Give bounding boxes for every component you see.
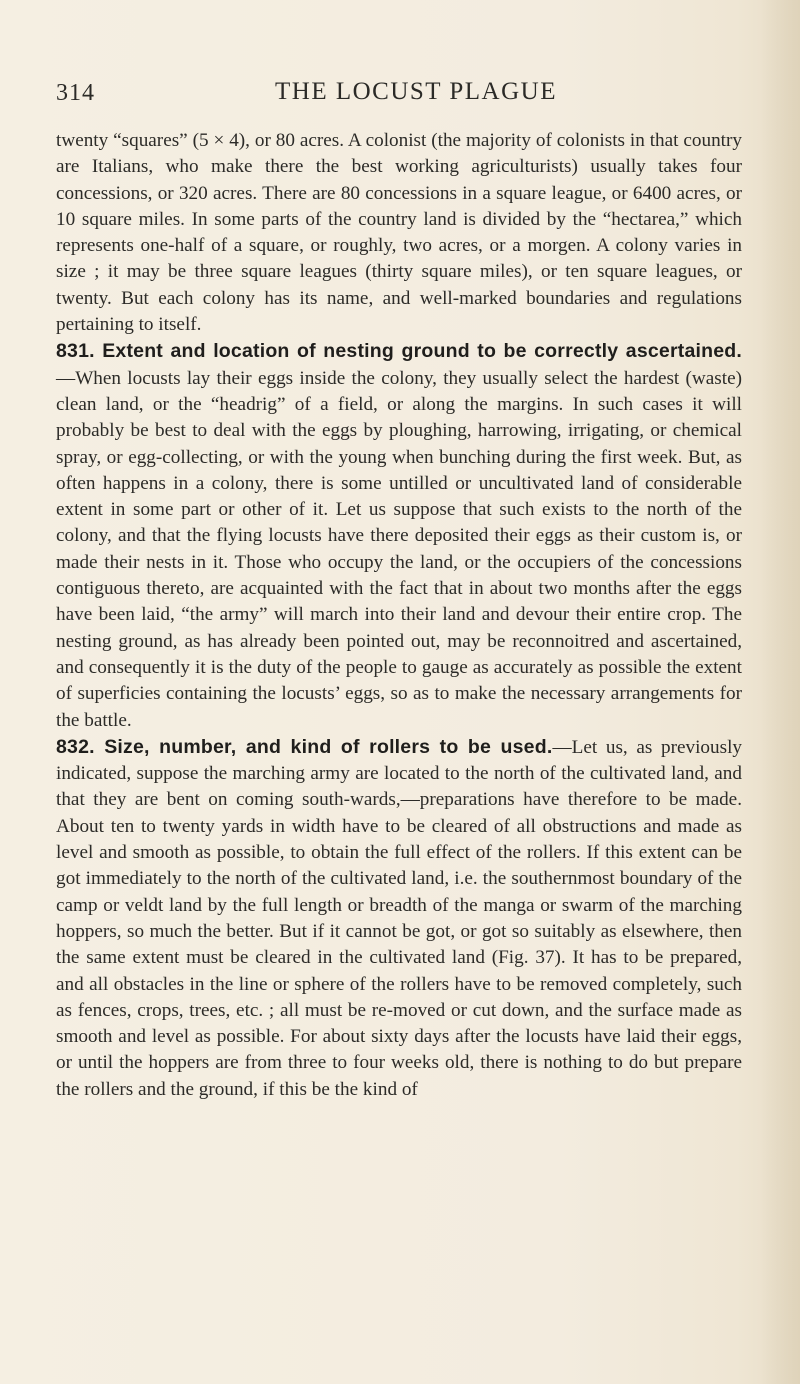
paragraph-831: [56, 338, 742, 733]
paragraph-832: [56, 734, 742, 1103]
running-title: THE LOCUST PLAGUE: [275, 78, 557, 105]
page-number: 314: [56, 80, 95, 106]
page-edge-shading: [760, 0, 800, 1384]
section-text-831: —When locusts lay their eggs inside the colony, they usually select the hardest (waste) clean land, or the “headrig” of a field, or along the margins. In such cases it will probably be best to deal with the eggs by ploughing, harrowing, irrigating, or chemical spray, or egg-collecting, or with the young when bunching during the first week. But, as often happens in a colony, there is some untilled or uncultivated land of considerable extent in some part or other of it. Let us suppose that such exists to the north of the colony, and that the flying locusts have there deposited their eggs as their custom is, or made their nests in it. Those who occupy the land, or the occupiers of the concessions contiguous thereto, are acquainted with the fact that in about two months after the eggs have been laid, “the army” will march into their land and devour their entire crop. The nesting ground, as has already been pointed out, may be reconnoitred and ascertained, and consequently it is the duty of the people to gauge as accurately as possible the extent of superficies containing the locusts’ eggs, so as to make the necessary arrangements for the battle.: [56, 367, 742, 731]
section-text-832: —Let us, as previously indicated, suppose the marching army are located to the north of the cultivated land, and that they are bent on coming south-wards,—preparations have therefore to be made. About ten to twenty yards in width have to be cleared of all obstructions and made as level and smooth as possible, to obtain the full effect of the rollers. If this extent can be got immediately to the north of the cultivated land, i.e. the southernmost boundary of the camp or veldt land by the full length or breadth of the manga or swarm of the marching hoppers, so much the better. But if it cannot be got, or got so suitably as elsewhere, then the same extent must be cleared in the cultivated land (Fig. 37). It has to be prepared, and all obstacles in the line or sphere of the rollers have to be removed completely, such as fences, crops, trees, etc. ; all must be re-moved or cut down, and the surface made as smooth and level as possible. For about sixty days after the locusts have laid their eggs, or until the hoppers are from three to four weeks old, there is nothing to do but prepare the rollers and the ground, if this be the kind of: [56, 736, 742, 1100]
paragraph-intro: twenty “squares” (5 × 4), or 80 acres. A colonist (the majority of colonists in that country are Italians, who make there the best working agriculturists) usually takes four concessions, or 320 acres. There are 80 concessions in a square league, or 6400 acres, or 10 square miles. In some parts of the country land is divided by the “hectarea,” which represents one-half of a square, or roughly, two acres, or a morgen. A colony varies in size ; it may be three square leagues (thirty square miles), or ten square leagues, or twenty. But each colony has its name, and well-marked boundaries and regulations pertaining to itself.: [56, 130, 742, 336]
section-heading-832: 832. Size, number, and kind of rollers to be used.: [56, 735, 553, 758]
section-heading-831: 831. Extent and location of nesting ground to be correctly ascertained.: [56, 340, 742, 363]
body-text: [56, 128, 742, 1103]
page-header: [56, 76, 746, 116]
